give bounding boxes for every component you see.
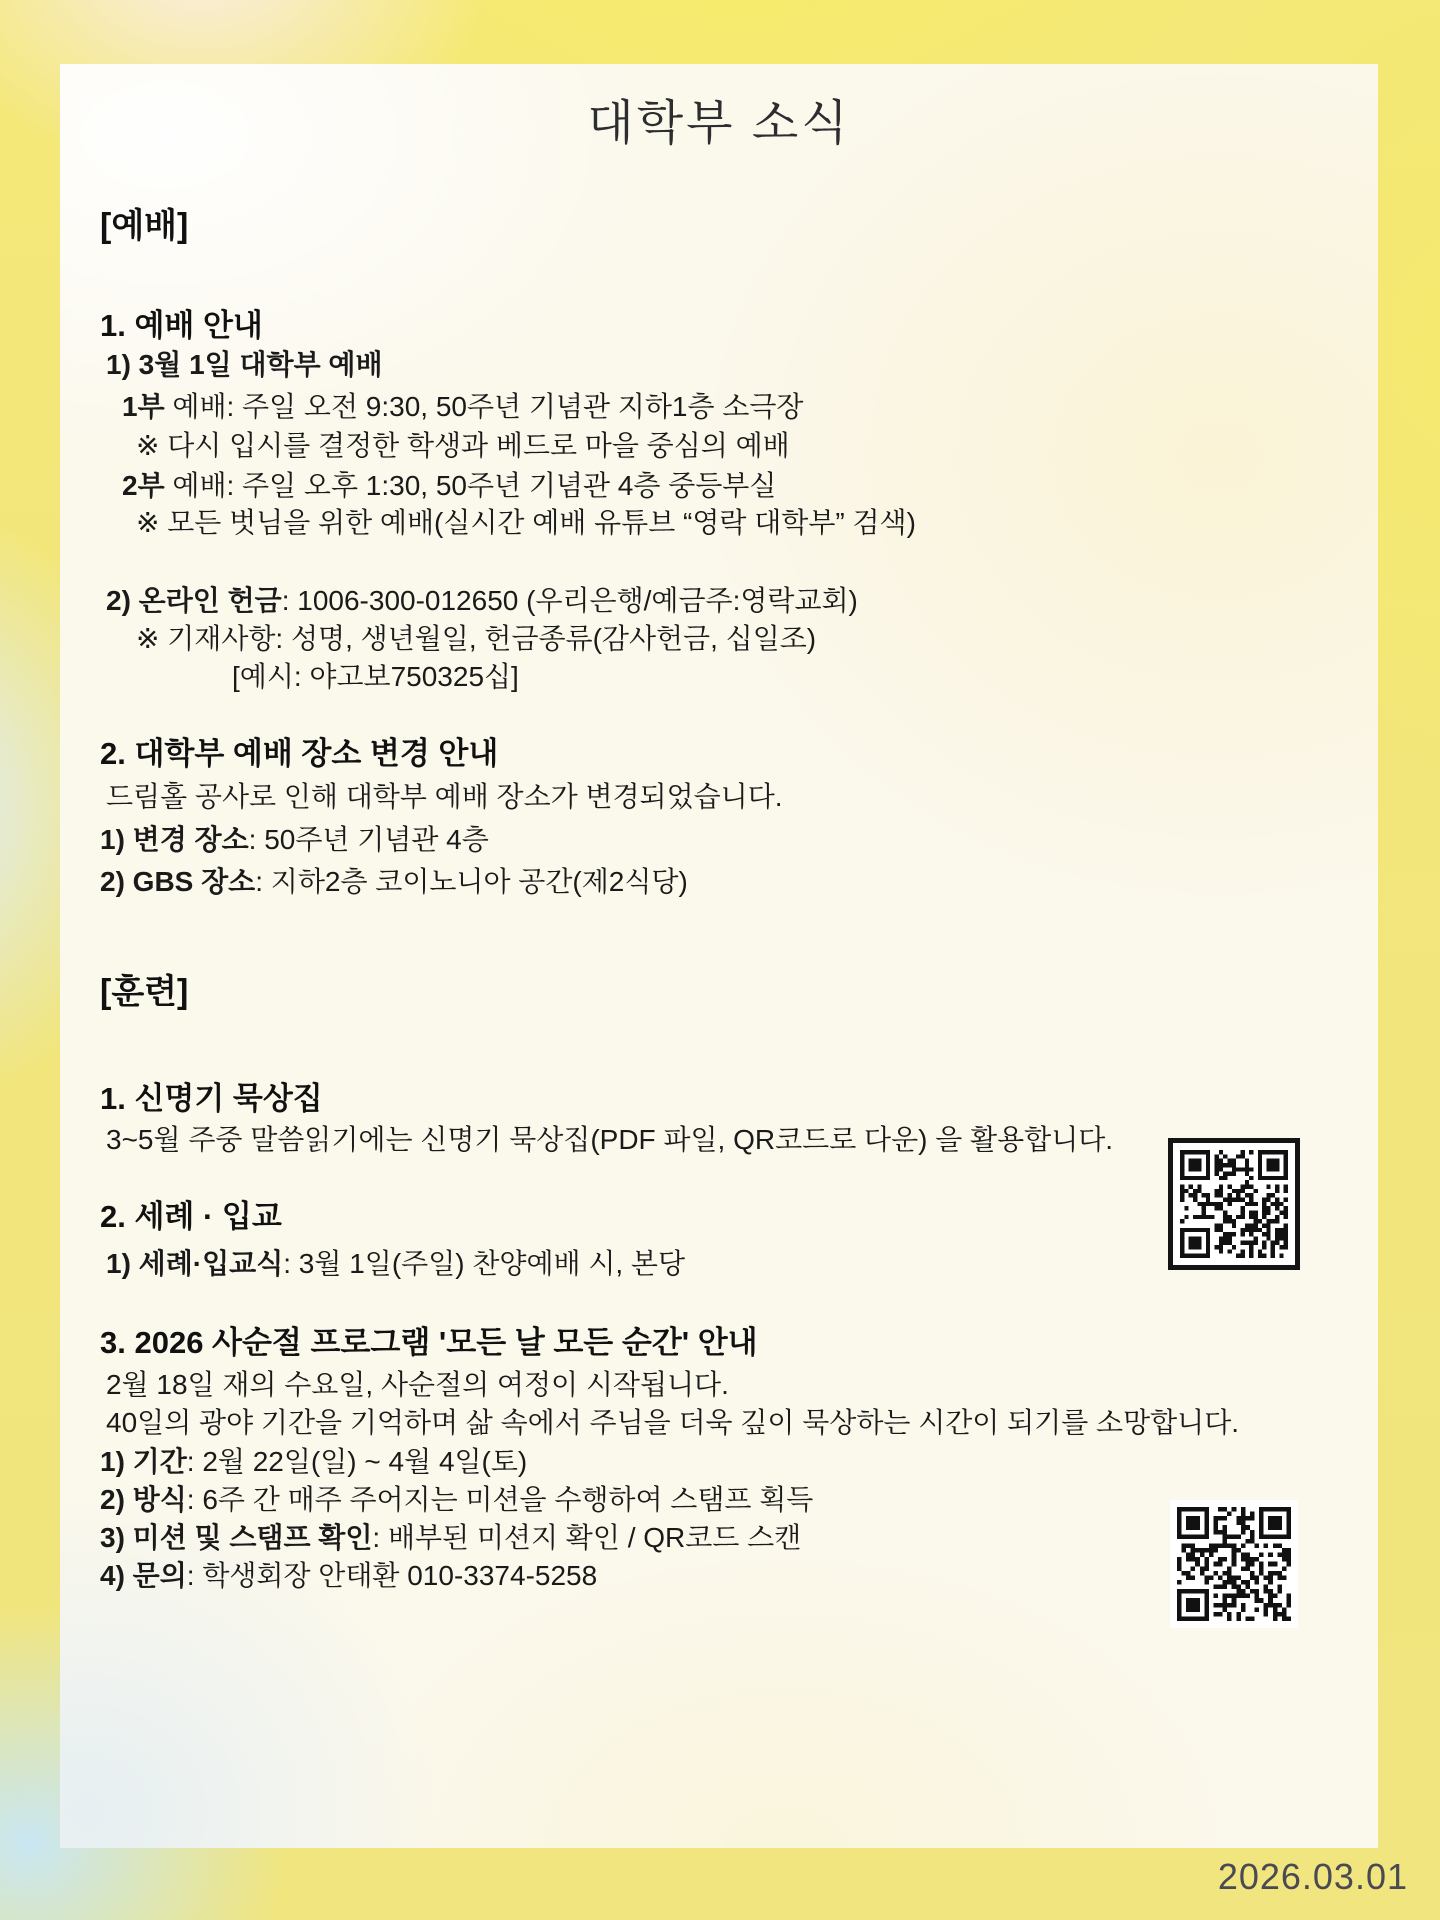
training-lent-method-text: : 6주 간 매주 주어지는 미션을 수행하여 스탬프 획득 <box>186 1484 814 1515</box>
training-baptism-line <box>106 1246 685 1281</box>
training-lent-method <box>100 1482 813 1517</box>
bulletin-card <box>60 64 1378 1848</box>
training-lent-contact-text: : 학생회장 안태환 010-3374-5258 <box>186 1560 598 1591</box>
page-title: 대학부 소식 <box>587 97 851 150</box>
training-lent-heading: 3. 2026 사순절 프로그램 '모든 날 모든 순간' 안내 <box>100 1325 758 1360</box>
lent-qr-code-icon <box>1170 1500 1298 1628</box>
worship-guide-line-4-text: 예배: 주일 오후 1:30, 50주년 기념관 4층 중등부실 <box>164 470 777 501</box>
worship-offering-text: : 1006-300-012650 (우리은행/예금주:영락교회) <box>281 585 858 616</box>
training-baptism-heading: 2. 세례 · 입교 <box>100 1199 282 1234</box>
worship-venue-heading: 2. 대학부 예배 장소 변경 안내 <box>100 736 499 771</box>
worship-guide-line-2-label: 1부 <box>122 391 165 422</box>
worship-venue-line-3 <box>100 864 688 899</box>
training-lent-stamp-label: 3) 미션 및 스탬프 확인 <box>100 1522 373 1553</box>
training-lent-stamp <box>100 1520 801 1555</box>
worship-offering-example: [예시: 야고보750325십] <box>232 661 519 692</box>
worship-offering-label: 2) 온라인 헌금 <box>106 585 282 616</box>
worship-venue-line-3-label: 2) GBS 장소 <box>100 866 256 897</box>
training-baptism-label: 1) 세례·입교식 <box>106 1248 284 1279</box>
worship-venue-line-2-text: : 50주년 기념관 4층 <box>248 824 489 855</box>
worship-offering-note: ※ 기재사항: 성명, 생년월일, 헌금종류(감사헌금, 십일조) <box>136 623 817 654</box>
training-lent-contact <box>100 1558 597 1593</box>
devotional-qr-code-icon <box>1168 1138 1300 1270</box>
training-section-header: [훈련] <box>100 973 189 1011</box>
bulletin-date: 2026.03.01 <box>1217 1856 1408 1897</box>
worship-guide-line-1: 1) 3월 1일 대학부 예배 <box>106 349 383 380</box>
training-baptism-text: : 3월 1일(주일) 찬양예배 시, 본당 <box>283 1248 686 1279</box>
worship-venue-line-3-text: : 지하2층 코이노니아 공간(제2식당) <box>255 866 688 897</box>
training-lent-period-label: 1) 기간 <box>100 1446 187 1477</box>
worship-guide-line-2-text: 예배: 주일 오전 9:30, 50주년 기념관 지하1층 소극장 <box>164 391 804 422</box>
training-lent-line-1: 2월 18일 재의 수요일, 사순절의 여정이 시작됩니다. <box>106 1369 729 1400</box>
training-lent-method-label: 2) 방식 <box>100 1484 187 1515</box>
training-lent-period-text: : 2월 22일(일) ~ 4월 4일(토) <box>186 1446 528 1477</box>
training-lent-period <box>100 1444 527 1479</box>
training-lent-line-2: 40일의 광야 기간을 기억하며 삶 속에서 주님을 더욱 깊이 묵상하는 시간이 되기를 소망합니다. <box>106 1407 1240 1438</box>
worship-guide-line-2 <box>122 389 803 424</box>
worship-section-header: [예배] <box>100 207 189 245</box>
worship-guide-line-5: ※ 모든 벗님을 위한 예배(실시간 예배 유튜브 “영락 대학부” 검색) <box>136 507 916 538</box>
worship-venue-line-1: 드림홀 공사로 인해 대학부 예배 장소가 변경되었습니다. <box>106 781 783 812</box>
worship-guide-line-4-label: 2부 <box>122 470 165 501</box>
training-devotional-heading: 1. 신명기 묵상집 <box>100 1081 323 1116</box>
worship-guide-heading: 1. 예배 안내 <box>100 308 263 343</box>
worship-guide-line-3: ※ 다시 입시를 결정한 학생과 베드로 마을 중심의 예배 <box>136 430 790 461</box>
training-devotional-line: 3~5월 주중 말씀읽기에는 신명기 묵상집(PDF 파일, QR코드로 다운) 을 활용합니다. <box>106 1124 1114 1155</box>
training-lent-contact-label: 4) 문의 <box>100 1560 187 1591</box>
worship-venue-line-2-label: 1) 변경 장소 <box>100 824 249 855</box>
worship-venue-line-2 <box>100 822 489 857</box>
worship-guide-line-4 <box>122 468 776 503</box>
training-lent-stamp-text: : 배부된 미션지 확인 / QR코드 스캔 <box>372 1522 802 1553</box>
worship-offering-line <box>106 583 858 618</box>
